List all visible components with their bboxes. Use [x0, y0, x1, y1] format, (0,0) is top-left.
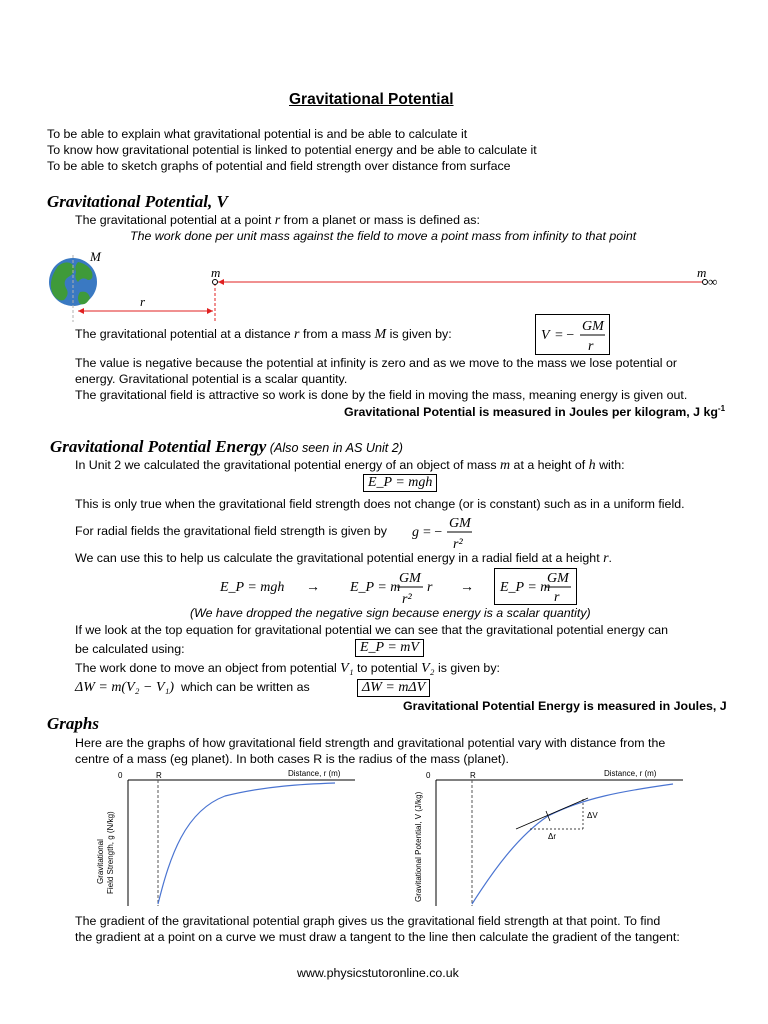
section-heading-gpe: Gravitational Potential Energy (Also seen in AS Unit 2) [50, 437, 403, 456]
page-title: Gravitational Potential [289, 91, 454, 108]
delta-v-label: ΔV [587, 811, 598, 820]
graph1-y-label-1: Gravitational [96, 839, 105, 884]
footer-url[interactable]: www.physicstutoronline.co.uk [297, 966, 459, 980]
work-done-equation: ΔW = m(V₂ − V₁) which can be written as [75, 680, 310, 695]
objective-1: To be able to explain what gravitational potential is and be able to calculate it [47, 127, 468, 141]
radial-field-intro: For radial fields the gravitational field strength is given by [75, 524, 387, 538]
mass-label-M: M [90, 249, 101, 264]
svg-text:GM: GM [547, 571, 569, 586]
svg-text:GM: GM [582, 319, 604, 334]
svg-text:→: → [460, 580, 474, 595]
gradient-note-1: The gradient of the gravitational potential graph gives us the gravitational field strength at that point. To find [75, 914, 661, 928]
g-formula [412, 512, 482, 552]
attractive-field-note: The gravitational field is attractive so work is done by the field in moving the mass, meaning energy is given out. [75, 388, 688, 402]
uniform-field-note: This is only true when the gravitational field strength does not change (or is constant) such as in a uniform field. [75, 497, 685, 511]
graph2-R: R [470, 771, 476, 780]
radial-height-note: We can use this to help us calculate the gravitational potential energy in a radial field at a height r. [75, 551, 612, 566]
infinity-symbol: ∞ [708, 274, 718, 289]
graph2-y-label: Gravitational Potential, V (J/kg) [414, 791, 423, 902]
field-strength-graph [90, 766, 360, 908]
svg-text:GM: GM [449, 516, 471, 531]
svg-text:E_P = mgh: E_P = mgh [220, 580, 285, 595]
point-mass-label: m [211, 265, 221, 280]
unit2-intro: In Unit 2 we calculated the gravitational potential energy of an object of mass m at a height of h with: [75, 458, 625, 473]
svg-text:E_P = m: E_P = m [350, 580, 401, 595]
objective-3: To be able to sketch graphs of potential and field strength over distance from surface [47, 159, 511, 173]
potential-units-note: Gravitational Potential is measured in Joules per kilogram, J $kg^{-1}$ [344, 404, 726, 420]
potential-graph [398, 766, 688, 908]
svg-text:r²: r² [453, 537, 463, 552]
gpe-units-note: Gravitational Potential Energy is measured in Joules, J [403, 699, 727, 713]
svg-text:g: g [412, 525, 419, 540]
svg-text:= −: = − [555, 328, 575, 343]
svg-text:= −: = − [423, 525, 443, 540]
potential-diagram [0, 0, 768, 330]
definition-intro: The gravitational potential at a point r from a planet or mass is defined as: [75, 213, 480, 228]
work-done-intro: The work done to move an object from potential V₁ to potential V₂ is given by: [75, 661, 500, 676]
work-done-boxed: ΔW = mΔV [357, 679, 430, 697]
section-heading-graphs: Graphs [47, 714, 99, 733]
svg-text:r: r [554, 590, 560, 605]
graph1-x-label: Distance, r (m) [288, 769, 341, 778]
equation-mgh: E_P = mgh [363, 474, 437, 492]
top-equation-note-2: be calculated using: [75, 642, 185, 656]
graph1-y-label-2: Field Strength, g (N/kg) [106, 811, 115, 894]
graph2-origin: 0 [426, 771, 431, 780]
svg-text:GM: GM [399, 571, 421, 586]
svg-text:→: → [306, 580, 320, 595]
gpe-derivation-chain [210, 567, 590, 611]
gradient-note-2: the gradient at a point on a curve we must draw a tangent to the line then calculate the gradient of the tangent: [75, 930, 680, 944]
dropped-sign-note: (We have dropped the negative sign because energy is a scalar quantity) [190, 606, 591, 620]
svg-text:V: V [541, 328, 550, 343]
objective-2: To know how gravitational potential is linked to potential energy and be able to calculate it [47, 143, 537, 157]
far-mass-label: m [697, 265, 707, 280]
equation-mV: E_P = mV [355, 639, 424, 657]
svg-text:E_P = m: E_P = m [500, 580, 551, 595]
r-distance-label: r [140, 294, 146, 309]
svg-text:r: r [588, 339, 594, 354]
section-heading-potential: Gravitational Potential, V [47, 192, 228, 211]
potential-formula-box [535, 314, 611, 356]
formula-intro: The gravitational potential at a distance r from a mass M is given by: [75, 327, 452, 342]
svg-text:r: r [427, 580, 433, 595]
graphs-intro-1: Here are the graphs of how gravitational field strength and gravitational potential vary with distance from the [75, 736, 666, 750]
graph2-x-label: Distance, r (m) [604, 769, 657, 778]
delta-r-label: Δr [548, 832, 557, 841]
svg-text:r²: r² [402, 592, 412, 607]
graphs-intro-2: centre of a mass (eg planet). In both cases R is the radius of the mass (planet). [75, 752, 509, 766]
definition-text: The work done per unit mass against the field to move a point mass from infinity to that point [130, 229, 637, 243]
graph1-R: R [156, 771, 162, 780]
negative-explanation-1: The value is negative because the potential at infinity is zero and as we move to the mass we lose potential or [75, 356, 677, 370]
negative-explanation-2: energy. Gravitational potential is a scalar quantity. [75, 372, 348, 386]
top-equation-note-1: If we look at the top equation for gravitational potential we can see that the gravitational potential energy can [75, 623, 669, 637]
graph1-origin: 0 [118, 771, 123, 780]
